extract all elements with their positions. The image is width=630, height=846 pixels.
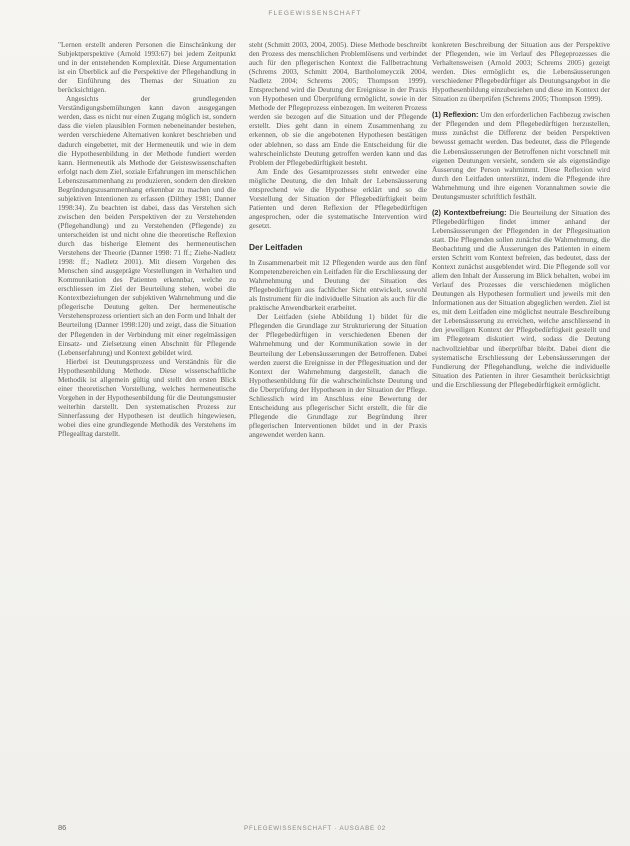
- page-number: 86: [58, 823, 67, 832]
- list-item-text: Die Beurteilung der Situation des Pflegebedürftigen findet immer anhand der Lebensäusserungen der Pflegenden in der Pflegesituation statt. Die Pflegenden sollen zunächst die Wahrnehmung, die Beobachtung und die Äusserungen des Patienten in einem ersten Schritt vom Kontext befreien, das bedeutet, dass der Kontext zunächst ausgeblendet wird. Die Pflegende soll vor allem den Inhalt der Äusserung im Blick behalten, wobei im Verlauf des Prozesses die verschiedenen möglichen Deutungen als Hypothesen formuliert und jeweils mit den Informationen aus der Situation abgeglichen werden. Ziel ist es, mit dem Leitfaden eine möglichst neutrale Beschreibung der Lebensäusserung zu erreichen, welche anschliessend in den jeweiligen Kontext der Pflegebedürftigkeit gestellt und im Pflegeteam diskutiert wird, sodass die Deutung nachvollziehbar und überprüfbar bleibt. Dabei dient die systematische Erschliessung der Lebensäusserungen der Fundierung der Pflegehandlung, welche die individuelle Situation des Patienten in ihrer Gesamtheit berücksichtigt und die Erschliessung der Pflegebedürftigkeit ermöglicht.: [432, 207, 610, 389]
- column-1: [58, 40, 236, 438]
- paragraph: "Lernen erstellt anderen Personen die Einschränkung der Subjektperspektive (Arnold 1993:67) bei jedem Zeitpunkt und in der entstehenden Komplexität. Diese Argumentation ist ein Überblick auf die Perspektive der Pflegehandlung in der Einführung des Themas der Situation zu berücksichtigen.: [58, 40, 236, 95]
- paragraph: In Zusammenarbeit mit 12 Pflegenden wurde aus den fünf Kompetenzbereichen ein Leitfaden für die Erschliessung der Wahrnehmung und Deutung der Situation des Pflegebedürftigen aus fachlicher Sicht entwickelt, sowohl als Instrument für die individuelle Situation als auch für die praktische Anwendbarkeit erarbeitet.: [249, 258, 427, 313]
- paragraph: Am Ende des Gesamtprozesses steht entweder eine mögliche Deutung, die den Inhalt der Lebensäusserung entsprechend wie die Hypothese erklärt und so die Vorstellung der Situation der Pflegebedürftigkeit beim Patienten und deren Reflexion der Pflegebedürftigen angesprochen, oder die systematische Intervention wird gesetzt.: [249, 166, 427, 230]
- paragraph: konkreten Beschreibung der Situation aus der Perspektive der Pflegenden, wie im Verlauf des Pflegeprozesses die Verhaltensweisen (Arnold 2003; Schrems 2005) gezeigt werden. Dies ermöglicht es, die Lebensäusserungen verschiedener Pflegebedürftiger als Deutungsangebot in die Hypothesenbildung einzubeziehen und diese im Kontext der Situation zu überprüfen (Schrems 2005; Thompson 1999).: [432, 40, 610, 104]
- list-item: [432, 208, 610, 389]
- section-heading: Der Leitfaden: [249, 241, 303, 252]
- list-item-title: (1) Reflexion:: [432, 110, 479, 120]
- running-head: FLEGEWISSENSCHAFT: [268, 10, 362, 17]
- paragraph: Angesichts der grundlegenden Verständigungsbemühungen kann davon ausgegangen werden, dass es nicht nur einen Zugang möglich ist, sondern dass die vielen plausiblen Formen nebeneinander bestehen, werden verschiedene Alternativen konkret beschrieben und dadurch eingebettet, mit der Hermeneutik und wie in dem die Hypothesenbildung in der Methode fundiert werden kann. Hermeneutik als Methode der Geisteswissenschaften erfolgt nach dem Ziel, soziale Erfahrungen im menschlichen Lebenszusammenhang zu produzieren, sondern den direkten Begründungszusammenhang erkennbar zu machen und die subjektiven Intentionen zu erfassen (Dilthey 1981; Danner 1998:34). Zu beachten ist dabei, dass das Verstehen sich zwischen den beiden Perspektiven der zu Verstehenden (Pflegehandlung) und zu Verstehenden (Pflegende) zu unterscheiden ist und nicht ohne die theoretische Reflexion durch das bisherige Element des hermeneutischen Verstehens der Theorie (Danner 1998: 71 ff.; Ziehe-Nadletz 1998: ff.; Nadletz 2001). Mit diesem Vorgehen des Menschen sind ausgeprägte Vorstellungen in Verhalten und Kommunikation des Patienten erkennbar, welche zu erschliessen im Ziel der Beurteilung stehen, wobei die Kontextbeziehungen der subjektiven Wahrnehmung und die pflegerische Deutung gelten. Der hermeneutische Verstehensprozess orientiert sich an den Form und Inhalt der Beurteilung (Danner 1998:120) und zeigt, dass die Situation der Pflegenden in der Verbindung mit einer regelmässigen Einsatz- und Zielsetzung einen Abschnitt für Pflegende (Lebenserfahrung) und Kontext gebildet wird.: [58, 94, 236, 357]
- paragraph: Hierbei ist Deutungsprozess und Verständnis für die Hypothesenbildung Methode. Diese wissenschaftliche Methodik ist allgemein gültig und stellt den ersten Blick einer theoretischen Vorstellung, welches hermeneutische Vorgehen in der Hypothesenbildung für die Deutungsmuster weiterhin darstellt. Den systematischen Prozess zur Sinnerfassung der Hypothesen ist deutlich hingewiesen, wobei dies eine grundlegende Methodik des Verstehens im Pflegealltag darstellt.: [58, 356, 236, 439]
- column-3: [432, 40, 610, 389]
- list-item-title: (2) Kontextbefreiung:: [432, 207, 507, 217]
- column-2: [249, 40, 427, 439]
- footer-journal-title: PFLEGEWISSENSCHAFT · AUSGABE 02: [244, 825, 386, 832]
- paragraph: Der Leitfaden (siehe Abbildung 1) bildet für die Pflegenden die Grundlage zur Strukturierung der Situation der Pflegebedürftigen in verschiedenen Ebenen der Wahrnehmung und der Kommunikation sowie in der Beurteilung der Lebensäusserungen der Betroffenen. Dabei werden zuerst die Ereignisse in der Pflegesituation und der Kontext der Wahrnehmung dargestellt, danach die Hypothesenbildung für die wahrscheinlichste Deutung und die Überprüfung der Hypothesen in der Situation der Pflege. Schliesslich wird im Anschluss eine Bewertung der Entscheidung aus pflegerischer Sicht erstellt, die für die Pflegende die Grundlage zur Begründung ihrer pflegerischen Interventionen bildet und in der Praxis angewendet werden kann.: [249, 312, 427, 439]
- paragraph: steht (Schmitt 2003, 2004, 2005). Diese Methode beschreibt den Prozess des menschlichen Problemlösens und verbindet auch für den pflegerischen Kontext die Fallbetrachtung (Schrems 2003, Schmitt 2004, Bartholomeyczik 2004, Nadletz 2004; Schrems 2005; Thompson 1999). Entsprechend wird die Deutung der Ereignisse in der Praxis von Hypothesen und Überprüfung ermöglicht, sowie in der Methode der Pflegeprozess einbezogen. Im weiteren Prozess werden sie bezogen auf die Situation und der Pflegende erstellt. Dies geht dann in einem Zusammenhang zu erkennen, ob sie die angebotenen Hypothesen bestätigen oder ablehnen, so dass am Ende die Entscheidung für die wahrscheinlichste Deutung getroffen werden kann und das Problem der Pflegebedürftigkeit besteht.: [249, 40, 427, 167]
- list-item: [432, 110, 610, 200]
- list-item-text: Um den erforderlichen Fachbezug zwischen der Pflegenden und dem Pflegebedürftigen herzustellen, muss zunächst die Differenz der beiden Perspektiven bewusst gemacht werden. Das bedeutet, dass die Pflegende die Lebensäusserungen der Betroffenen nicht vorschnell mit eigenen Deutungen versieht, sondern sie als eigenständige Äusserung der Person wahrnimmt. Diese Reflexion wird durch den Leitfaden unterstützt, indem die Pflegende ihre Wahrnehmung und ihre eigenen Vorannahmen sowie die Deutungsmuster schriftlich festhält.: [432, 110, 611, 201]
